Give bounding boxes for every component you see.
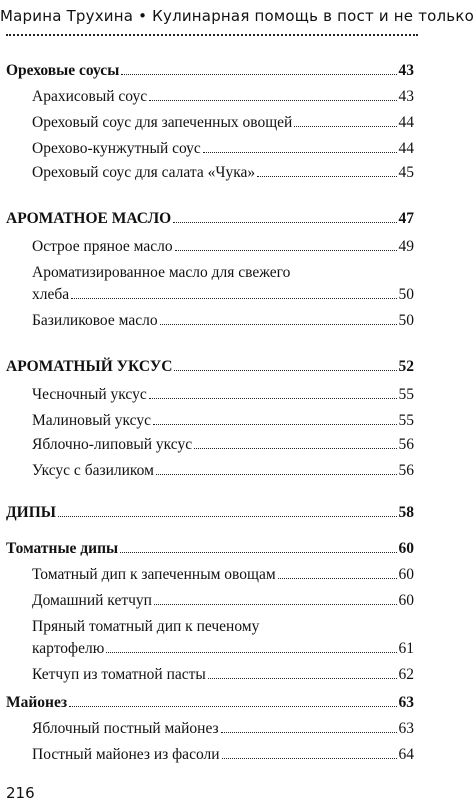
toc-item-title: Острое пряное масло	[32, 238, 173, 255]
dot-leader	[174, 370, 396, 371]
toc-item-title: Чесночный уксус	[32, 386, 147, 403]
dot-leader	[175, 250, 397, 251]
dot-leader	[194, 448, 396, 449]
toc-item[interactable]	[32, 566, 414, 584]
page-number: 216	[6, 784, 35, 802]
dot-leader	[106, 652, 396, 653]
toc-section-title: АРОМАТНЫЙ УКСУС	[6, 358, 173, 375]
dot-leader	[221, 732, 397, 733]
toc-page-number: 43	[398, 62, 414, 79]
toc-page-number: 64	[398, 746, 414, 763]
toc-page-number: 55	[398, 412, 414, 429]
toc-item[interactable]	[32, 238, 414, 256]
toc-page-number: 55	[398, 386, 414, 403]
toc-section-tomato-dips[interactable]	[6, 540, 414, 558]
dot-leader	[203, 152, 397, 153]
toc-item[interactable]	[32, 312, 414, 330]
toc-item-title: хлеба	[32, 286, 70, 303]
toc-page-number: 44	[398, 114, 414, 131]
toc-item[interactable]	[32, 462, 414, 480]
toc-item-title: Уксус с базиликом	[32, 462, 154, 479]
dot-leader	[149, 398, 397, 399]
toc-section-aromatic-vinegar[interactable]	[6, 358, 414, 376]
dot-leader	[294, 126, 396, 127]
dot-leader	[156, 474, 397, 475]
toc-page-number: 50	[398, 286, 414, 303]
toc-page-number: 56	[398, 436, 414, 453]
toc-page-number: 58	[398, 504, 414, 521]
dot-leader	[154, 604, 397, 605]
toc-item[interactable]	[32, 286, 414, 304]
dot-leader	[160, 324, 397, 325]
toc-section-title: ДИПЫ	[6, 504, 56, 521]
toc-page-number: 62	[398, 666, 414, 683]
dot-leader	[222, 758, 397, 759]
toc-item-title: Ореховый соус для запеченных овощей	[32, 114, 293, 131]
toc-page-number: 60	[398, 592, 414, 609]
header-divider	[6, 34, 418, 36]
toc-item-title: Томатный дип к запеченным овощам	[32, 566, 276, 583]
toc-item-title: картофелю	[32, 640, 105, 657]
toc-item-title: Ореховый соус для салата «Чука»	[32, 164, 256, 181]
toc-item[interactable]	[32, 746, 414, 764]
toc-section-title: Томатные дипы	[6, 540, 119, 557]
running-header: Марина Трухина • Кулинарная помощь в пост и не только	[0, 7, 474, 25]
toc-item[interactable]	[32, 592, 414, 610]
toc-item[interactable]	[32, 386, 414, 404]
toc-page-number: 52	[398, 358, 414, 375]
toc-section-dips[interactable]	[6, 504, 414, 522]
toc-section-aromatic-oil[interactable]	[6, 210, 414, 228]
toc-item-title: Малиновый уксус	[32, 412, 151, 429]
toc-page-number: 56	[398, 462, 414, 479]
toc-item-title: Яблочный постный майонез	[32, 720, 219, 737]
toc-page-number: 60	[398, 540, 414, 557]
toc-item[interactable]	[32, 436, 414, 454]
toc-item-title: Постный майонез из фасоли	[32, 746, 220, 763]
dot-leader	[71, 298, 396, 299]
toc-page-number: 50	[398, 312, 414, 329]
toc-section-nut-sauces[interactable]	[6, 62, 414, 80]
toc-item[interactable]	[32, 114, 414, 132]
toc-item[interactable]	[32, 164, 414, 182]
dot-leader	[257, 176, 396, 177]
dot-leader	[153, 424, 397, 425]
toc-item-title: Домашний кетчуп	[32, 592, 152, 609]
toc-item[interactable]	[32, 640, 414, 658]
toc-item[interactable]	[32, 88, 414, 106]
toc-page-number: 63	[398, 720, 414, 737]
dot-leader	[208, 678, 397, 679]
toc-item-title-line1: Пряный томатный дип к печеному	[32, 618, 260, 635]
toc-item[interactable]	[32, 140, 414, 158]
dot-leader	[278, 578, 397, 579]
toc-section-title: Майонез	[6, 694, 68, 711]
toc-item-title: Яблочно-липовый уксус	[32, 436, 193, 453]
toc-page-number: 44	[398, 140, 414, 157]
toc-page-number: 47	[398, 210, 414, 227]
dot-leader	[69, 706, 396, 707]
dot-leader	[173, 222, 396, 223]
toc-page-number: 43	[398, 88, 414, 105]
toc-section-title: Ореховые соусы	[6, 62, 120, 79]
dot-leader	[149, 100, 396, 101]
dot-leader	[120, 552, 396, 553]
toc-item-title-line1: Ароматизированное масло для свежего	[32, 264, 291, 281]
toc-page-number: 61	[398, 640, 414, 657]
dot-leader	[121, 74, 396, 75]
toc-item-title: Базиликовое масло	[32, 312, 158, 329]
dot-leader	[58, 516, 397, 517]
toc-page-number: 60	[398, 566, 414, 583]
toc-item[interactable]	[32, 666, 414, 684]
toc-page-number: 49	[398, 238, 414, 255]
toc-item-title: Кетчуп из томатной пасты	[32, 666, 206, 683]
toc-item[interactable]	[32, 412, 414, 430]
toc-item[interactable]	[32, 720, 414, 738]
toc-section-mayonnaise[interactable]	[6, 694, 414, 712]
toc-item-title: Орехово-кунжутный соус	[32, 140, 201, 157]
toc-item-title: Арахисовый соус	[32, 88, 148, 105]
toc-section-title: АРОМАТНОЕ МАСЛО	[6, 210, 172, 227]
toc-page-number: 45	[398, 164, 414, 181]
toc-page-number: 63	[398, 694, 414, 711]
